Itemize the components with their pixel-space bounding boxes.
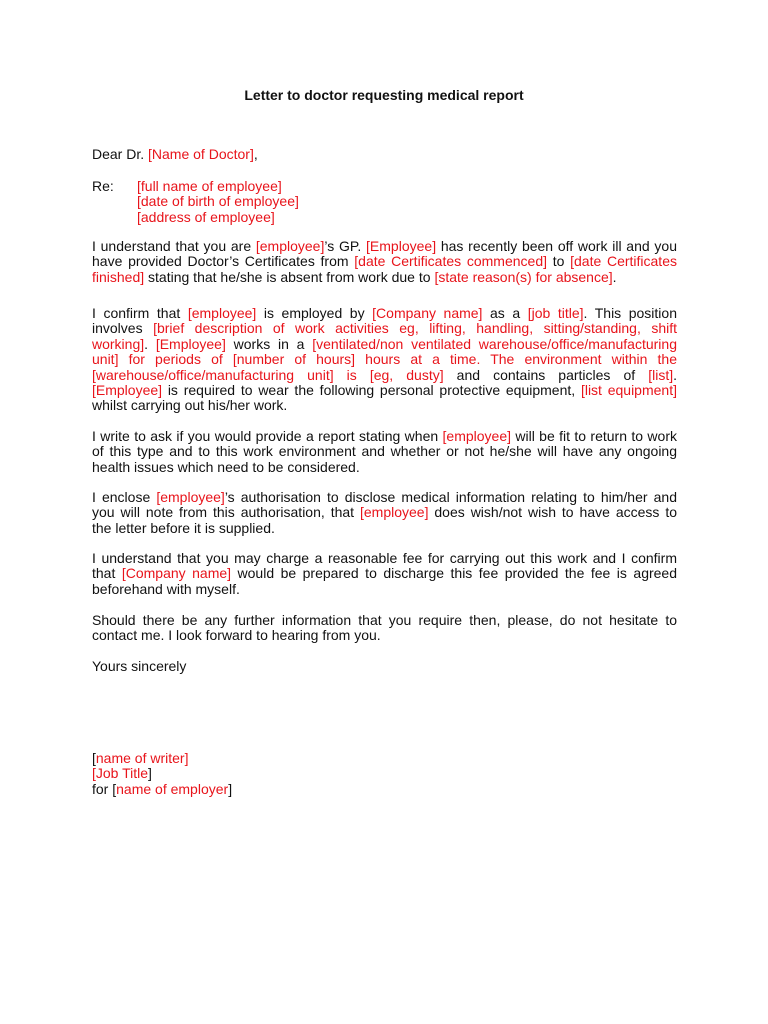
paragraph-authorisation: I enclose [employee]’s authorisation to disclose medical information relating to him/her and you will note from this authorisation, that [employee] does wish/not wish to have access to the letter before it is supplied.	[92, 489, 677, 536]
re-label: Re:	[92, 178, 114, 194]
signature-block	[92, 751, 677, 797]
paragraph-report-request: I write to ask if you would provide a report stating when [employee] will be fit to return to work of this type and to this work environment and whether or not he/she will have any ongoing health issues which need to be considered.	[92, 428, 677, 475]
signature-employer: for [name of employer]	[92, 780, 233, 797]
doctor-name-placeholder: [Name of Doctor]	[148, 146, 254, 162]
signature-job-title: [Job Title]	[92, 765, 152, 782]
paragraph-fee: I understand that you may charge a reasonable fee for carrying out this work and I confirm that [Company name] would be prepared to discharge this fee provided the fee is agreed beforehand with myself.	[92, 550, 677, 597]
letter-title: Letter to doctor requesting medical report	[244, 87, 524, 103]
closing: Yours sincerely	[92, 658, 187, 674]
re-employee-address: [address of employee]	[137, 208, 275, 225]
paragraph-gp: I understand that you are [employee]’s GP. [Employee] has recently been off work ill and you have provided Doctor’s Certificates from [date Certificates commenced] to [date Certificates finished] stating that he/she is absent from work due to [state reason(s) for absence].	[92, 238, 677, 285]
signature-writer: [name of writer]	[92, 750, 189, 766]
re-block	[92, 179, 677, 225]
re-employee-dob: [date of birth of employee]	[137, 193, 299, 210]
paragraph-further-info: Should there be any further information that you require then, please, do not hesitate to contact me. I look forward to hearing from you.	[92, 612, 677, 644]
re-employee-name: [full name of employee]	[137, 178, 282, 194]
paragraph-employment: I confirm that [employee] is employed by [Company name] as a [job title]. This position involves [brief description of work activities eg, lifting, handling, sitting/standing, shift working]. [Employee] works in a [ventilated/non ventilated warehouse/office/manufacturing unit] for periods of [number of hours] hours at a time. The environment within the [warehouse/office/manufacturing unit] is [eg, dusty] and contains particles of [list]. [Employee] is required to wear the following personal protective equipment, [list equipment] whilst carrying out his/her work.	[92, 305, 678, 414]
salutation: Dear Dr. [Name of Doctor],	[92, 146, 258, 162]
